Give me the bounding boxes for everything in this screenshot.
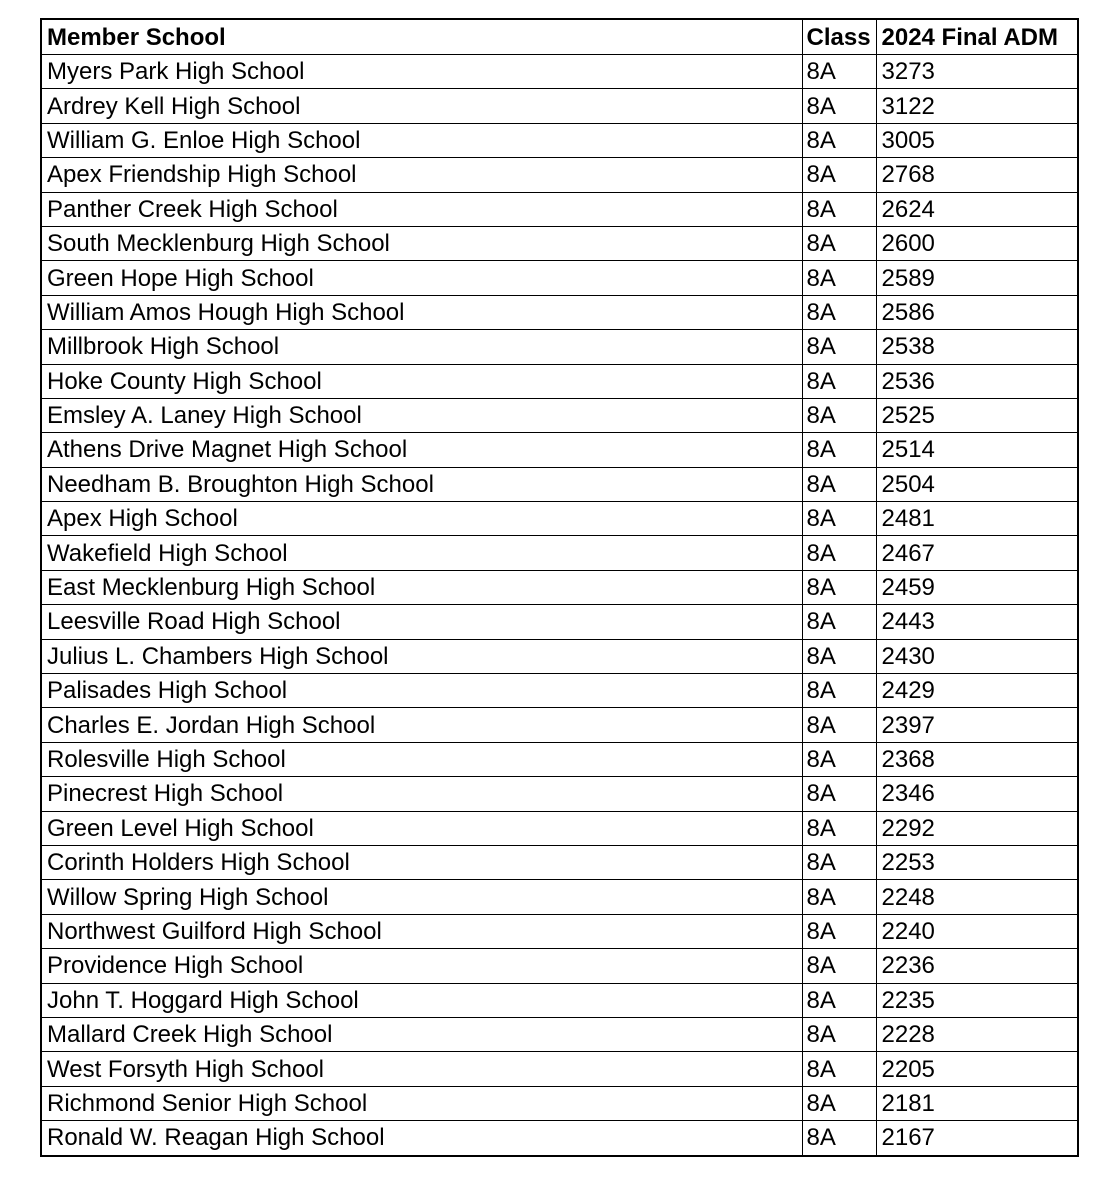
class-cell: 8A xyxy=(802,295,876,329)
school-name-cell: Myers Park High School xyxy=(41,55,802,89)
table-row xyxy=(41,398,1078,432)
adm-cell: 3273 xyxy=(876,55,1078,89)
adm-cell: 2430 xyxy=(876,639,1078,673)
table-row xyxy=(41,811,1078,845)
school-name-cell: Mallard Creek High School xyxy=(41,1017,802,1051)
class-cell: 8A xyxy=(802,192,876,226)
class-cell: 8A xyxy=(802,811,876,845)
class-cell: 8A xyxy=(802,55,876,89)
school-name-cell: Northwest Guilford High School xyxy=(41,914,802,948)
class-cell: 8A xyxy=(802,1086,876,1120)
school-name-cell: Rolesville High School xyxy=(41,742,802,776)
adm-cell: 2253 xyxy=(876,845,1078,879)
table-row xyxy=(41,914,1078,948)
table-row xyxy=(41,742,1078,776)
table-row xyxy=(41,880,1078,914)
school-name-cell: Apex High School xyxy=(41,502,802,536)
school-name-cell: East Mecklenburg High School xyxy=(41,570,802,604)
school-name-cell: Hoke County High School xyxy=(41,364,802,398)
school-name-cell: Pinecrest High School xyxy=(41,777,802,811)
table-row xyxy=(41,89,1078,123)
school-name-cell: Providence High School xyxy=(41,949,802,983)
adm-cell: 2514 xyxy=(876,433,1078,467)
table-row xyxy=(41,1086,1078,1120)
adm-cell: 2397 xyxy=(876,708,1078,742)
adm-cell: 2248 xyxy=(876,880,1078,914)
school-name-cell: Leesville Road High School xyxy=(41,605,802,639)
adm-cell: 2768 xyxy=(876,158,1078,192)
school-name-cell: William Amos Hough High School xyxy=(41,295,802,329)
school-name-cell: Willow Spring High School xyxy=(41,880,802,914)
school-name-cell: Corinth Holders High School xyxy=(41,845,802,879)
adm-cell: 2624 xyxy=(876,192,1078,226)
class-cell: 8A xyxy=(802,433,876,467)
table-row xyxy=(41,639,1078,673)
school-name-cell: Green Hope High School xyxy=(41,261,802,295)
class-cell: 8A xyxy=(802,158,876,192)
school-adm-table xyxy=(40,18,1079,1157)
table-row xyxy=(41,158,1078,192)
school-name-cell: Panther Creek High School xyxy=(41,192,802,226)
class-cell: 8A xyxy=(802,914,876,948)
table-row xyxy=(41,433,1078,467)
table-row xyxy=(41,295,1078,329)
adm-cell: 3005 xyxy=(876,123,1078,157)
school-name-cell: Emsley A. Laney High School xyxy=(41,398,802,432)
class-cell: 8A xyxy=(802,605,876,639)
table-body xyxy=(41,55,1078,1156)
adm-cell: 2467 xyxy=(876,536,1078,570)
class-cell: 8A xyxy=(802,261,876,295)
adm-cell: 2292 xyxy=(876,811,1078,845)
adm-cell: 2429 xyxy=(876,674,1078,708)
school-name-cell: South Mecklenburg High School xyxy=(41,226,802,260)
table-row xyxy=(41,708,1078,742)
class-cell: 8A xyxy=(802,674,876,708)
adm-cell: 2504 xyxy=(876,467,1078,501)
class-cell: 8A xyxy=(802,777,876,811)
table-row xyxy=(41,949,1078,983)
class-cell: 8A xyxy=(802,330,876,364)
adm-cell: 2368 xyxy=(876,742,1078,776)
adm-cell: 3122 xyxy=(876,89,1078,123)
table-row xyxy=(41,192,1078,226)
school-name-cell: William G. Enloe High School xyxy=(41,123,802,157)
class-cell: 8A xyxy=(802,570,876,604)
school-name-cell: West Forsyth High School xyxy=(41,1052,802,1086)
class-cell: 8A xyxy=(802,1052,876,1086)
class-cell: 8A xyxy=(802,467,876,501)
adm-cell: 2600 xyxy=(876,226,1078,260)
class-cell: 8A xyxy=(802,1017,876,1051)
school-name-cell: Needham B. Broughton High School xyxy=(41,467,802,501)
class-cell: 8A xyxy=(802,536,876,570)
header-row xyxy=(41,19,1078,55)
class-cell: 8A xyxy=(802,398,876,432)
table-row xyxy=(41,777,1078,811)
table-row xyxy=(41,261,1078,295)
adm-cell: 2181 xyxy=(876,1086,1078,1120)
table-row xyxy=(41,502,1078,536)
class-cell: 8A xyxy=(802,983,876,1017)
class-cell: 8A xyxy=(802,364,876,398)
class-cell: 8A xyxy=(802,880,876,914)
table-row xyxy=(41,674,1078,708)
class-cell: 8A xyxy=(802,123,876,157)
table-row xyxy=(41,605,1078,639)
class-cell: 8A xyxy=(802,949,876,983)
adm-cell: 2589 xyxy=(876,261,1078,295)
adm-cell: 2443 xyxy=(876,605,1078,639)
class-cell: 8A xyxy=(802,639,876,673)
school-name-cell: Palisades High School xyxy=(41,674,802,708)
table-row xyxy=(41,570,1078,604)
table-row xyxy=(41,1017,1078,1051)
school-name-cell: Ardrey Kell High School xyxy=(41,89,802,123)
adm-cell: 2167 xyxy=(876,1121,1078,1156)
school-name-cell: Ronald W. Reagan High School xyxy=(41,1121,802,1156)
table-row xyxy=(41,1121,1078,1156)
adm-cell: 2586 xyxy=(876,295,1078,329)
school-name-cell: Green Level High School xyxy=(41,811,802,845)
class-cell: 8A xyxy=(802,742,876,776)
table-row xyxy=(41,467,1078,501)
school-name-cell: Wakefield High School xyxy=(41,536,802,570)
school-name-cell: Julius L. Chambers High School xyxy=(41,639,802,673)
class-cell: 8A xyxy=(802,708,876,742)
table-row xyxy=(41,364,1078,398)
class-cell: 8A xyxy=(802,1121,876,1156)
school-name-cell: Charles E. Jordan High School xyxy=(41,708,802,742)
school-name-cell: Athens Drive Magnet High School xyxy=(41,433,802,467)
adm-cell: 2235 xyxy=(876,983,1078,1017)
school-name-cell: Millbrook High School xyxy=(41,330,802,364)
school-name-cell: Richmond Senior High School xyxy=(41,1086,802,1120)
table-row xyxy=(41,983,1078,1017)
adm-cell: 2538 xyxy=(876,330,1078,364)
class-cell: 8A xyxy=(802,89,876,123)
table-row xyxy=(41,536,1078,570)
school-name-cell: John T. Hoggard High School xyxy=(41,983,802,1017)
table-row xyxy=(41,845,1078,879)
adm-cell: 2240 xyxy=(876,914,1078,948)
header-member-school: Member School xyxy=(41,19,802,55)
spreadsheet-sheet xyxy=(40,18,1077,1157)
adm-cell: 2346 xyxy=(876,777,1078,811)
adm-cell: 2525 xyxy=(876,398,1078,432)
class-cell: 8A xyxy=(802,845,876,879)
header-class: Class xyxy=(802,19,876,55)
table-row xyxy=(41,123,1078,157)
adm-cell: 2228 xyxy=(876,1017,1078,1051)
adm-cell: 2536 xyxy=(876,364,1078,398)
table-row xyxy=(41,55,1078,89)
school-name-cell: Apex Friendship High School xyxy=(41,158,802,192)
adm-cell: 2205 xyxy=(876,1052,1078,1086)
table-row xyxy=(41,226,1078,260)
class-cell: 8A xyxy=(802,502,876,536)
class-cell: 8A xyxy=(802,226,876,260)
adm-cell: 2481 xyxy=(876,502,1078,536)
adm-cell: 2459 xyxy=(876,570,1078,604)
header-final-adm: 2024 Final ADM xyxy=(876,19,1078,55)
adm-cell: 2236 xyxy=(876,949,1078,983)
table-row xyxy=(41,330,1078,364)
table-row xyxy=(41,1052,1078,1086)
